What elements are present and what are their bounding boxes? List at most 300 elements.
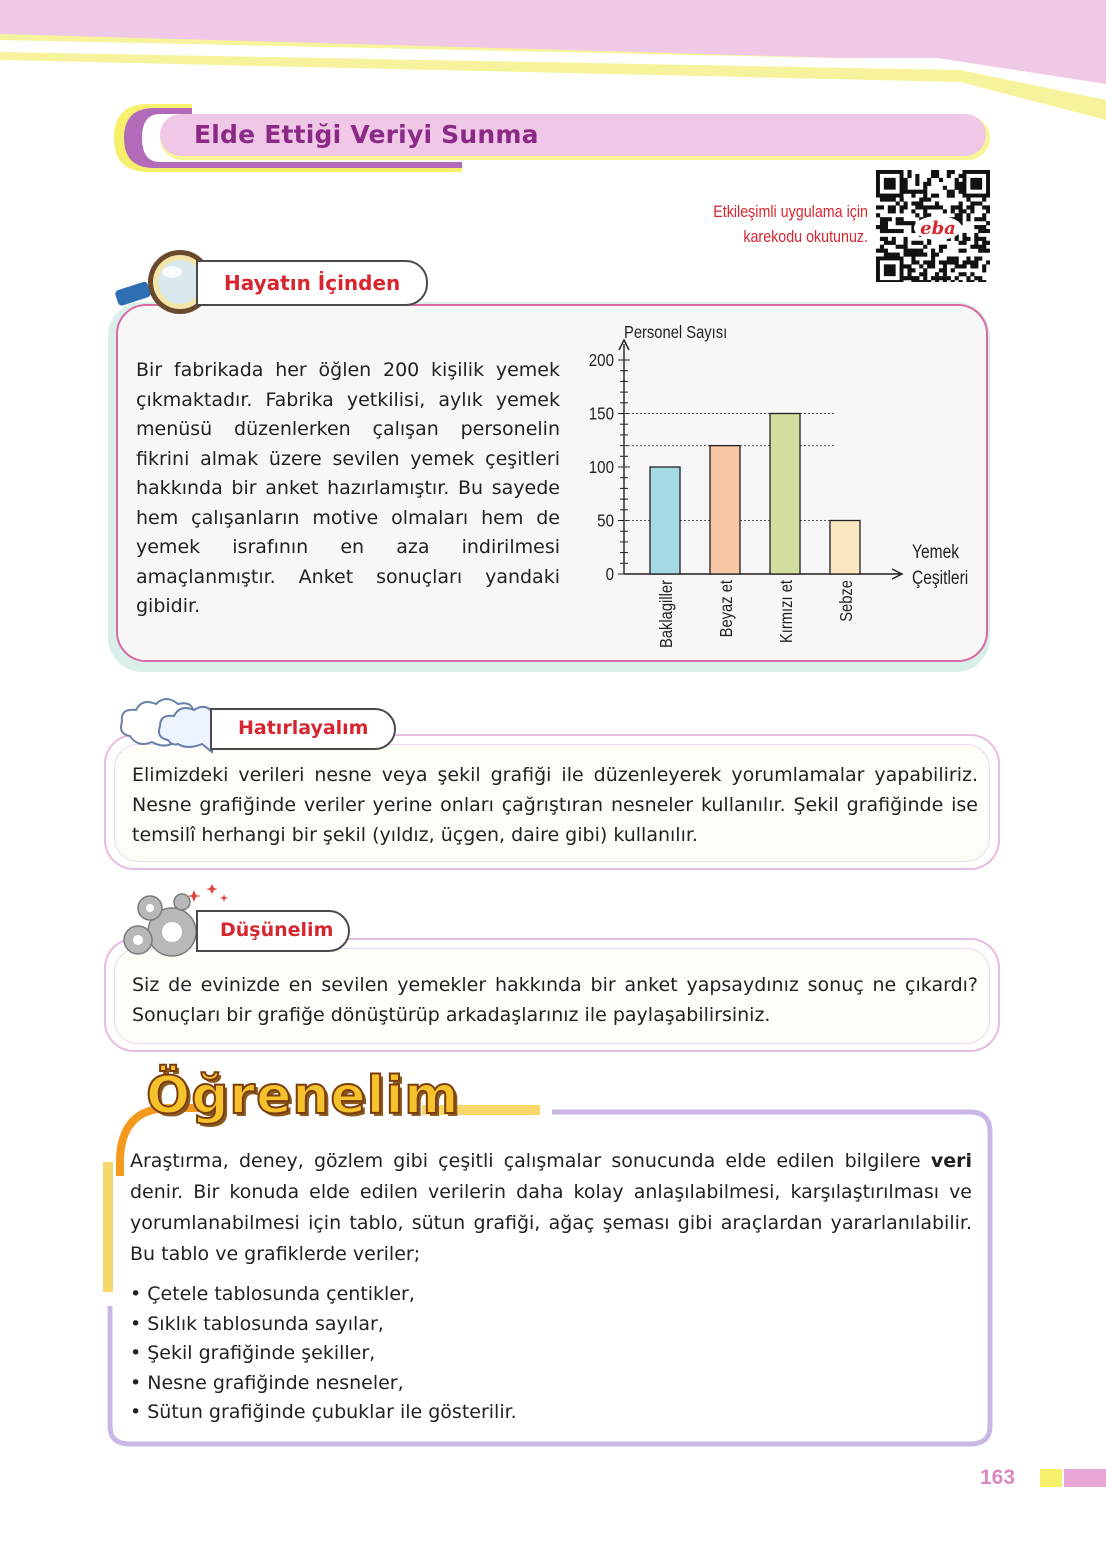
qr-module xyxy=(955,186,959,190)
qr-module xyxy=(982,237,986,241)
x-axis-title: Yemek xyxy=(912,540,960,563)
qr-module xyxy=(900,205,904,209)
qr-module xyxy=(904,221,908,225)
qr-module xyxy=(959,241,963,245)
qr-module xyxy=(970,260,974,264)
qr-module xyxy=(896,253,900,257)
qr-module xyxy=(892,229,896,233)
qr-module xyxy=(951,280,955,282)
qr-module xyxy=(927,178,931,182)
qr-module xyxy=(978,237,982,241)
qr-module xyxy=(959,174,963,178)
qr-module xyxy=(904,201,908,205)
qr-module xyxy=(896,201,900,205)
qr-module xyxy=(951,256,955,260)
qr-module xyxy=(959,264,963,268)
qr-module xyxy=(880,205,884,209)
qr-module xyxy=(962,209,966,213)
qr-module xyxy=(888,253,892,257)
qr-module xyxy=(986,249,990,253)
qr-module xyxy=(943,209,947,213)
qr-module xyxy=(955,182,959,186)
y-tick-label: 100 xyxy=(588,456,614,478)
page-strip-yellow xyxy=(1040,1469,1062,1487)
qr-module xyxy=(943,245,947,249)
qr-module xyxy=(907,174,911,178)
qr-module xyxy=(966,280,970,282)
qr-module xyxy=(982,280,986,282)
qr-module xyxy=(974,217,978,221)
qr-module xyxy=(970,245,974,249)
qr-module xyxy=(935,170,939,174)
qr-module xyxy=(955,260,959,264)
qr-module xyxy=(951,194,955,198)
qr-module xyxy=(919,190,923,194)
qr-module xyxy=(959,186,963,190)
qr-module xyxy=(935,253,939,257)
qr-module xyxy=(876,213,880,217)
qr-module xyxy=(884,217,888,221)
qr-module xyxy=(978,201,982,205)
qr-module xyxy=(888,241,892,245)
qr-module xyxy=(951,170,955,174)
learn-paragraph-end: denir. Bir konuda elde edilen verilerin daha kolay anlaşılabilmesi, karşılaştırılması ve yorumlanabilmesi için tablo, sütun grafiği, ağaç şeması gibi araçlardan yararlanılabilir. Bu tablo ve grafiklerde veriler; xyxy=(130,1181,972,1265)
qr-module xyxy=(915,182,919,186)
qr-module xyxy=(923,198,927,202)
list-item: • Sıklık tablosunda sayılar, xyxy=(130,1310,830,1340)
qr-module xyxy=(931,170,935,174)
qr-module xyxy=(892,198,896,202)
qr-module xyxy=(947,276,951,280)
qr-module xyxy=(892,205,896,209)
qr-module xyxy=(923,276,927,280)
qr-module xyxy=(915,276,919,280)
qr-module xyxy=(931,205,935,209)
qr-module xyxy=(927,198,931,202)
qr-module xyxy=(959,209,963,213)
life-tab-label: Hayatın İçinden xyxy=(224,271,401,295)
qr-module xyxy=(911,256,915,260)
qr-module xyxy=(935,272,939,276)
qr-module xyxy=(974,233,978,237)
qr-module xyxy=(904,190,908,194)
life-paragraph: Bir fabrikada her öğlen 200 kişilik yemek çıkmaktadır. Fabrika yetkilisi, aylık yemek menüsü düzenlerken çalışan personelin fikrini almak üzere sevilen yemek çeşitleri hakkında bir anket hazırlamıştır. Bu sayede hem çalışanların motive olmaları hem de yemek israfının en aza indirilmesi amaçlanmıştır. Anket sonuçları yandaki gibidir. xyxy=(136,359,560,617)
qr-module xyxy=(900,245,904,249)
qr-module xyxy=(935,174,939,178)
qr-module xyxy=(911,276,915,280)
qr-module xyxy=(896,221,900,225)
qr-module xyxy=(923,268,927,272)
qr-module xyxy=(939,268,943,272)
qr-module xyxy=(966,276,970,280)
qr-module xyxy=(931,249,935,253)
qr-module xyxy=(955,205,959,209)
qr-module xyxy=(962,272,966,276)
qr-module xyxy=(904,241,908,245)
qr-module xyxy=(939,249,943,253)
qr-module xyxy=(907,221,911,225)
qr-module xyxy=(884,229,888,233)
qr-module xyxy=(974,276,978,280)
qr-module xyxy=(907,268,911,272)
qr-module xyxy=(915,253,919,257)
qr-module xyxy=(931,260,935,264)
qr-module xyxy=(904,276,908,280)
qr-module xyxy=(978,276,982,280)
qr-module xyxy=(966,237,970,241)
qr-module xyxy=(966,213,970,217)
eba-logo: eba xyxy=(920,218,956,239)
qr-module xyxy=(904,245,908,249)
qr-module xyxy=(904,253,908,257)
qr-module xyxy=(943,272,947,276)
qr-module xyxy=(947,260,951,264)
qr-module xyxy=(982,205,986,209)
qr-module xyxy=(978,280,982,282)
qr-module xyxy=(959,190,963,194)
qr-module xyxy=(947,194,951,198)
qr-module xyxy=(935,280,939,282)
qr-module xyxy=(982,198,986,202)
qr-module xyxy=(947,170,951,174)
qr-module xyxy=(876,225,880,229)
qr-module xyxy=(939,178,943,182)
qr-module xyxy=(962,264,966,268)
qr-module xyxy=(955,256,959,260)
bar-baklagiller xyxy=(650,467,680,574)
qr-module xyxy=(955,213,959,217)
qr-module xyxy=(982,241,986,245)
qr-module xyxy=(919,272,923,276)
qr-module xyxy=(880,198,884,202)
qr-module xyxy=(955,178,959,182)
qr-module xyxy=(915,249,919,253)
qr-module xyxy=(919,280,923,282)
qr-module xyxy=(982,249,986,253)
qr-module xyxy=(986,229,990,233)
qr-module xyxy=(923,213,927,217)
qr-module xyxy=(927,182,931,186)
qr-finder-core xyxy=(970,178,982,190)
qr-module xyxy=(880,229,884,233)
y-tick-label: 200 xyxy=(588,349,614,371)
qr-module xyxy=(919,201,923,205)
qr-module xyxy=(962,249,966,253)
qr-module xyxy=(911,190,915,194)
qr-module xyxy=(919,249,923,253)
qr-module xyxy=(982,268,986,272)
qr-module xyxy=(982,213,986,217)
qr-module xyxy=(986,209,990,213)
qr-module xyxy=(982,217,986,221)
qr-module xyxy=(923,245,927,249)
qr-module xyxy=(884,253,888,257)
learn-list xyxy=(130,1280,830,1428)
qr-module xyxy=(951,205,955,209)
qr-module xyxy=(907,170,911,174)
list-item: • Çetele tablosunda çentikler, xyxy=(130,1280,830,1310)
qr-module xyxy=(888,198,892,202)
qr-module xyxy=(974,225,978,229)
qr-instruction xyxy=(676,199,868,249)
qr-module xyxy=(911,280,915,282)
bar-beyaz-et xyxy=(710,446,740,574)
qr-module xyxy=(943,260,947,264)
qr-module xyxy=(943,268,947,272)
qr-module xyxy=(923,182,927,186)
qr-module xyxy=(986,221,990,225)
qr-module xyxy=(959,201,963,205)
qr-module xyxy=(896,245,900,249)
qr-module xyxy=(884,225,888,229)
qr-module xyxy=(947,190,951,194)
qr-module xyxy=(931,256,935,260)
qr-module xyxy=(959,280,963,282)
qr-module xyxy=(915,205,919,209)
qr-module xyxy=(955,264,959,268)
qr-module xyxy=(959,249,963,253)
qr-module xyxy=(970,280,974,282)
qr-module xyxy=(939,276,943,280)
qr-module xyxy=(904,249,908,253)
qr-module xyxy=(974,260,978,264)
qr-module xyxy=(927,205,931,209)
qr-module xyxy=(927,264,931,268)
qr-module xyxy=(943,276,947,280)
qr-code[interactable] xyxy=(876,170,990,282)
qr-module xyxy=(896,217,900,221)
qr-module xyxy=(935,201,939,205)
qr-module xyxy=(986,260,990,264)
y-axis-title: Personel Sayısı xyxy=(624,322,728,343)
qr-module xyxy=(880,225,884,229)
qr-module xyxy=(884,221,888,225)
qr-module xyxy=(911,268,915,272)
qr-module xyxy=(959,272,963,276)
qr-module xyxy=(884,249,888,253)
list-item: • Sütun grafiğinde çubuklar ile gösterilir. xyxy=(130,1398,830,1428)
qr-finder-core xyxy=(884,178,896,190)
bar-kırmızı-et xyxy=(770,414,800,575)
life-tab xyxy=(196,260,428,306)
bar-chart xyxy=(560,314,980,664)
learn-paragraph xyxy=(130,1146,972,1270)
qr-module xyxy=(974,237,978,241)
qr-module xyxy=(896,229,900,233)
qr-module xyxy=(892,241,896,245)
qr-module xyxy=(923,272,927,276)
qr-module xyxy=(900,229,904,233)
qr-module xyxy=(978,249,982,253)
x-tick-label: Beyaz et xyxy=(716,580,737,638)
qr-module xyxy=(907,264,911,268)
qr-finder-core xyxy=(884,264,896,276)
qr-module xyxy=(974,264,978,268)
qr-module xyxy=(943,264,947,268)
qr-module xyxy=(880,221,884,225)
qr-module xyxy=(911,201,915,205)
page-strip-pink xyxy=(1064,1469,1106,1487)
qr-module xyxy=(923,205,927,209)
qr-module xyxy=(904,182,908,186)
qr-module xyxy=(923,190,927,194)
qr-module xyxy=(931,264,935,268)
qr-module xyxy=(939,245,943,249)
qr-module xyxy=(982,225,986,229)
qr-module xyxy=(955,276,959,280)
qr-module xyxy=(978,225,982,229)
page-number: 163 xyxy=(980,1466,1016,1489)
qr-module xyxy=(884,198,888,202)
qr-module xyxy=(962,237,966,241)
qr-module xyxy=(935,205,939,209)
qr-module xyxy=(966,217,970,221)
qr-module xyxy=(966,198,970,202)
qr-module xyxy=(911,249,915,253)
qr-module xyxy=(919,264,923,268)
y-tick-label: 150 xyxy=(588,403,614,424)
qr-module xyxy=(911,194,915,198)
qr-module xyxy=(982,264,986,268)
qr-module xyxy=(978,256,982,260)
learn-term-veri: veri xyxy=(930,1150,972,1172)
qr-module xyxy=(931,276,935,280)
qr-module xyxy=(982,245,986,249)
y-tick-label: 50 xyxy=(597,510,614,531)
qr-module xyxy=(970,209,974,213)
qr-module xyxy=(943,186,947,190)
qr-instruction-line-1: Etkileşimli uygulama için xyxy=(713,202,868,221)
qr-module xyxy=(923,253,927,257)
qr-module xyxy=(907,249,911,253)
qr-module xyxy=(880,245,884,249)
x-tick-label: Sebze xyxy=(836,580,857,622)
qr-module xyxy=(876,205,880,209)
qr-module xyxy=(923,280,927,282)
qr-module xyxy=(970,264,974,268)
qr-module xyxy=(923,209,927,213)
qr-module xyxy=(959,213,963,217)
qr-module xyxy=(900,221,904,225)
qr-module xyxy=(907,190,911,194)
think-tab xyxy=(196,910,350,952)
qr-module xyxy=(907,276,911,280)
qr-module xyxy=(986,241,990,245)
qr-module xyxy=(935,194,939,198)
qr-module xyxy=(900,209,904,213)
qr-module xyxy=(966,260,970,264)
qr-module xyxy=(959,205,963,209)
qr-module xyxy=(907,253,911,257)
qr-module xyxy=(892,237,896,241)
qr-module xyxy=(892,253,896,257)
qr-module xyxy=(915,260,919,264)
qr-module xyxy=(951,190,955,194)
qr-module xyxy=(978,245,982,249)
qr-module xyxy=(911,253,915,257)
qr-module xyxy=(915,201,919,205)
x-axis-title: Çeşitleri xyxy=(912,566,969,589)
qr-module xyxy=(888,205,892,209)
think-tab-label: Düşünelim xyxy=(220,919,334,941)
y-tick-label: 0 xyxy=(605,563,614,585)
qr-module xyxy=(900,217,904,221)
qr-module xyxy=(919,253,923,257)
qr-module xyxy=(986,205,990,209)
qr-module xyxy=(915,190,919,194)
qr-module xyxy=(915,178,919,182)
qr-module xyxy=(919,241,923,245)
qr-module xyxy=(923,186,927,190)
qr-module xyxy=(927,260,931,264)
qr-module xyxy=(939,205,943,209)
qr-module xyxy=(962,260,966,264)
qr-module xyxy=(880,249,884,253)
qr-module xyxy=(947,174,951,178)
section-title: Elde Ettiği Veriyi Sunma xyxy=(194,120,539,149)
qr-module xyxy=(978,229,982,233)
qr-module xyxy=(880,237,884,241)
qr-module xyxy=(884,241,888,245)
qr-module xyxy=(962,241,966,245)
qr-module xyxy=(923,260,927,264)
qr-module xyxy=(915,280,919,282)
qr-module xyxy=(927,280,931,282)
qr-module xyxy=(904,237,908,241)
remember-tab-label: Hatırlayalım xyxy=(238,717,369,739)
qr-module xyxy=(888,209,892,213)
list-item: • Nesne grafiğinde nesneler, xyxy=(130,1369,830,1399)
qr-module xyxy=(935,276,939,280)
qr-module xyxy=(904,186,908,190)
qr-module xyxy=(915,174,919,178)
qr-module xyxy=(900,198,904,202)
qr-module xyxy=(915,241,919,245)
qr-module xyxy=(966,256,970,260)
x-tick-label: Baklagiller xyxy=(656,580,677,649)
qr-instruction-line-2: karekodu okutunuz. xyxy=(743,227,868,246)
qr-module xyxy=(966,205,970,209)
qr-module xyxy=(888,229,892,233)
qr-module xyxy=(907,272,911,276)
qr-module xyxy=(892,209,896,213)
qr-module xyxy=(904,178,908,182)
qr-module xyxy=(970,272,974,276)
qr-module xyxy=(970,201,974,205)
qr-module xyxy=(904,264,908,268)
qr-module xyxy=(978,217,982,221)
qr-module xyxy=(931,194,935,198)
qr-module xyxy=(927,241,931,245)
qr-module xyxy=(974,256,978,260)
qr-module xyxy=(959,217,963,221)
qr-module xyxy=(911,241,915,245)
qr-module xyxy=(919,198,923,202)
qr-module xyxy=(939,260,943,264)
qr-module xyxy=(931,174,935,178)
qr-module xyxy=(904,205,908,209)
qr-module xyxy=(888,217,892,221)
qr-module xyxy=(911,221,915,225)
qr-module xyxy=(947,256,951,260)
qr-module xyxy=(884,237,888,241)
think-paragraph: Siz de evinizde en sevilen yemekler hakkında bir anket yapsaydınız sonuç ne çıkardı? Sonuçları bir grafiğe dönüştürüp arkadaşlarınız ile paylaşabilirsiniz. xyxy=(132,974,978,1026)
qr-module xyxy=(974,241,978,245)
qr-module xyxy=(880,217,884,221)
qr-module xyxy=(919,205,923,209)
qr-module xyxy=(962,233,966,237)
qr-module xyxy=(970,205,974,209)
